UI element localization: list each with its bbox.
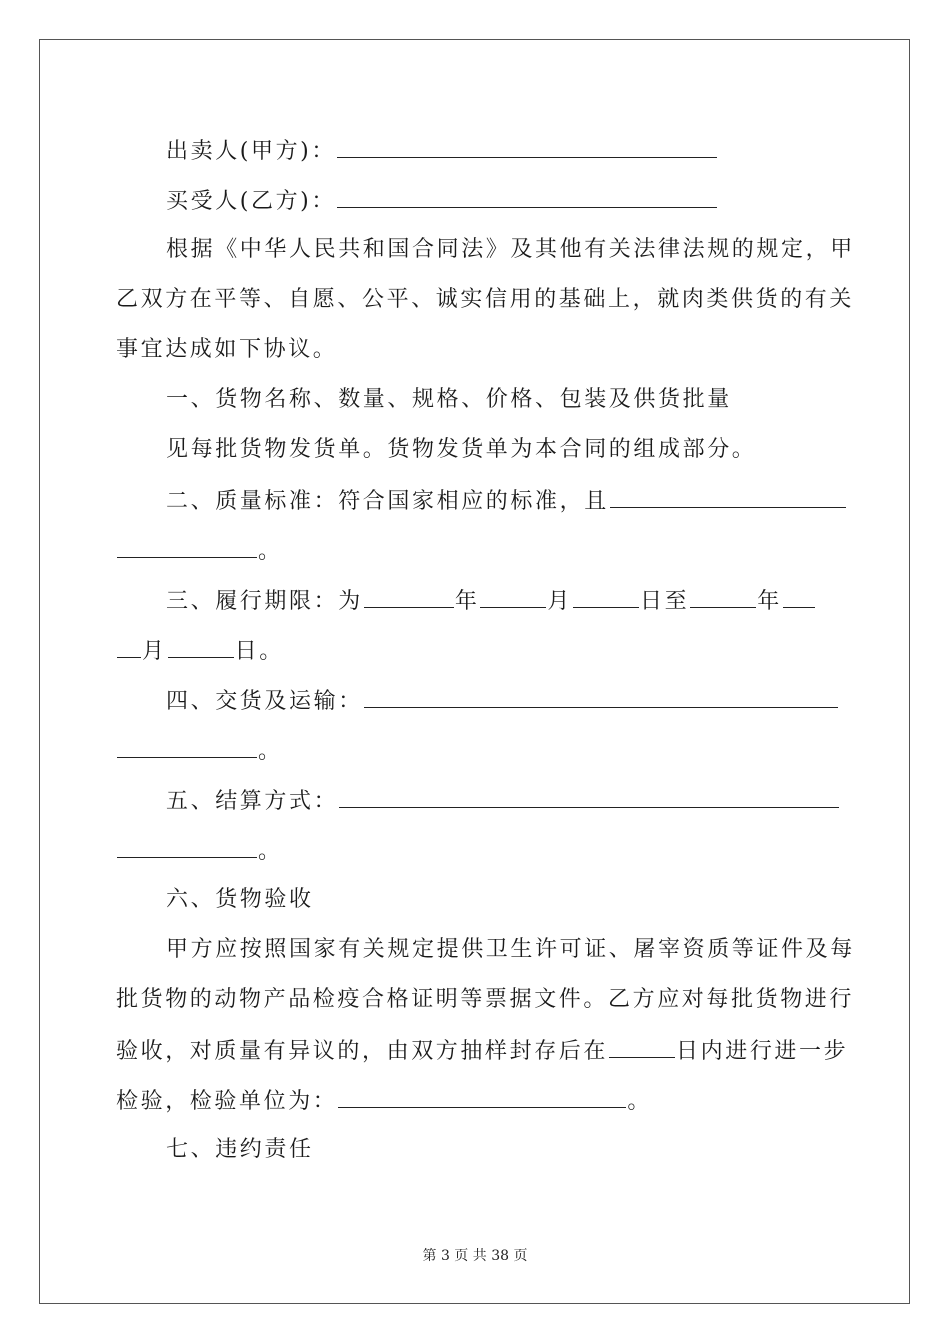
section-6-text-2: 批货物的动物产品检疫合格证明等票据文件。乙方应对每批货物进行 (116, 987, 855, 1012)
section-5-label: 五、结算方式： (166, 789, 339, 814)
page-footer: 第 3 页 共 38 页 (422, 1248, 528, 1264)
month-label-2: 月 (142, 639, 167, 664)
seller-line (166, 135, 718, 167)
intro-line-3: 事宜达成如下协议。 (116, 337, 338, 362)
day-to-label: 日至 (640, 589, 690, 614)
end-year-blank[interactable] (690, 585, 756, 608)
intro-line-1: 根据《中华人民共和国合同法》及其他有关法律法规的规定，甲 (166, 237, 855, 262)
year-label-2: 年 (757, 589, 782, 614)
delivery-blank-2[interactable] (117, 735, 257, 758)
section-6-text-4 (116, 1085, 652, 1117)
buyer-line (166, 185, 718, 217)
section-3-line-2 (116, 635, 284, 667)
intro-line-2: 乙双方在平等、自愿、公平、诚实信用的基础上，就肉类供货的有关 (116, 287, 855, 312)
buyer-blank[interactable] (337, 185, 717, 208)
period-mark-3: 。 (258, 739, 283, 764)
seller-label: 出卖人(甲方)： (166, 139, 336, 164)
start-day-blank[interactable] (573, 585, 639, 608)
quality-blank-2[interactable] (117, 535, 257, 558)
section-5-line (166, 785, 840, 817)
section-6-text-1: 甲方应按照国家有关规定提供卫生许可证、屠宰资质等证件及每 (166, 937, 855, 962)
start-year-blank[interactable] (364, 585, 454, 608)
period-mark-5: 。 (627, 1089, 653, 1114)
section-4-label: 四、交货及运输： (166, 689, 363, 714)
buyer-label: 买受人(乙方)： (166, 189, 336, 214)
end-month-blank-part1[interactable] (783, 585, 815, 608)
section-5-line-2 (116, 835, 283, 867)
year-label: 年 (454, 589, 480, 614)
inspection-days-suffix: 日内进行进一步 (676, 1039, 849, 1064)
inspection-unit-label: 检验，检验单位为： (116, 1089, 338, 1114)
section-1-text: 见每批货物发货单。货物发货单为本合同的组成部分。 (166, 437, 757, 462)
inspection-unit-blank[interactable] (338, 1085, 626, 1108)
section-2-line (166, 485, 847, 517)
delivery-blank[interactable] (364, 685, 838, 708)
end-day-blank[interactable] (168, 635, 234, 658)
quality-blank[interactable] (610, 485, 846, 508)
section-3-line (166, 585, 816, 617)
section-4-line (166, 685, 839, 717)
month-label: 月 (547, 589, 573, 614)
day-label: 日 (234, 639, 260, 664)
end-month-blank-part2[interactable] (117, 635, 141, 658)
section-2-line-2 (116, 535, 283, 567)
section-6-heading: 六、货物验收 (166, 887, 314, 912)
settlement-blank-2[interactable] (117, 835, 257, 858)
settlement-blank[interactable] (339, 785, 839, 808)
period-mark: 。 (258, 539, 283, 564)
section-3-label: 三、履行期限：为 (166, 589, 363, 614)
period-mark-4: 。 (258, 839, 283, 864)
inspection-days-blank[interactable] (609, 1035, 675, 1058)
period-mark-2: 。 (259, 639, 284, 664)
seller-blank[interactable] (337, 135, 717, 158)
start-month-blank[interactable] (480, 585, 546, 608)
section-2-label: 二、质量标准：符合国家相应的标准，且 (166, 489, 609, 514)
section-7-heading: 七、违约责任 (166, 1137, 314, 1162)
inspection-days-label: 验收，对质量有异议的，由双方抽样封存后在 (116, 1039, 609, 1064)
section-4-line-2 (116, 735, 283, 767)
section-1-heading: 一、货物名称、数量、规格、价格、包装及供货批量 (166, 387, 732, 412)
section-6-text-3 (116, 1035, 848, 1067)
